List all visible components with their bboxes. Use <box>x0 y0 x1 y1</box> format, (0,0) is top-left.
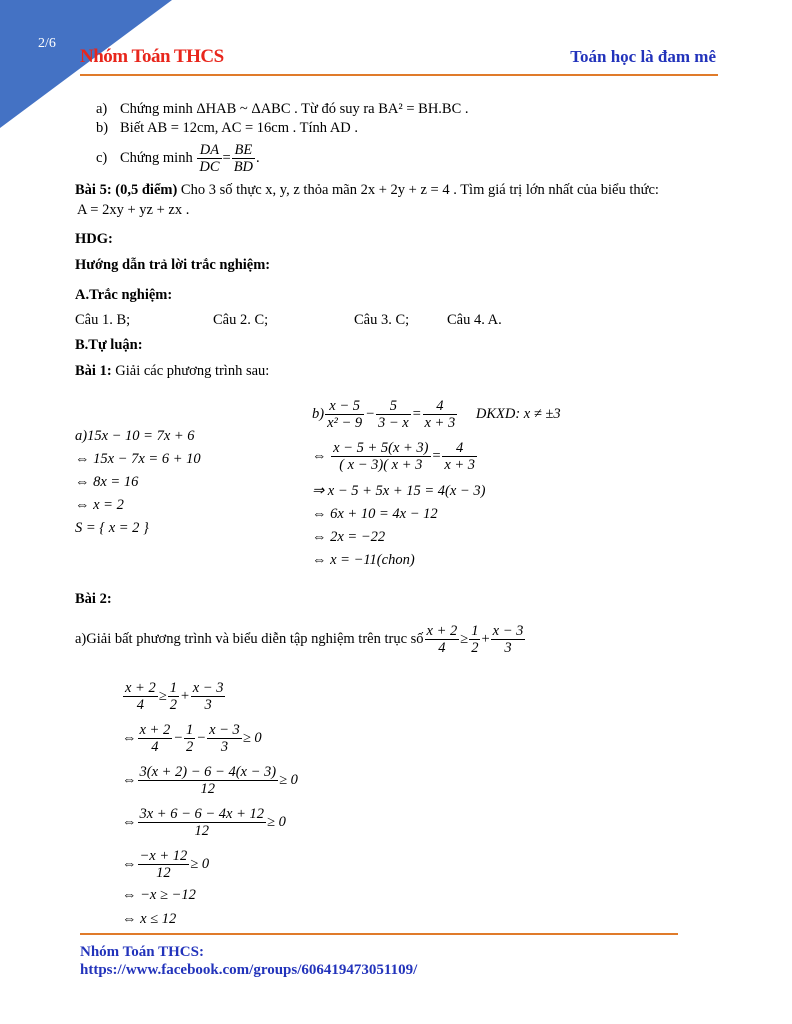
answer-3: Câu 3. C; <box>354 312 410 328</box>
header-rule <box>80 74 718 76</box>
bai2a-line: a)Giải bất phương trình và biểu diễn tập nghiệm trên trục số $\frac{x + 2}{4}$ ≥ $\frac{1}{2}$ + $\frac{x - 3}{3}$ <box>75 623 524 657</box>
bai1-text: Giải các phương trình sau: <box>115 363 270 379</box>
domain-condition: DKXD: x ≠ ±3 <box>475 406 561 422</box>
answer-2: Câu 2. C; <box>213 312 269 328</box>
p4a-text: Chứng minh ΔHAB ~ ΔABC . Từ đó suy ra BA² = BH.BC . <box>120 101 469 117</box>
page-number: 2/6 <box>38 36 56 51</box>
bai2-step6: ⇔ x ≤ 12 <box>122 911 177 927</box>
fraction: $\frac{4}{x + 3}$ <box>444 440 476 474</box>
hdg-heading: HDG: <box>75 231 113 247</box>
bai2-step3: ⇔ $\frac{3x + 6 - 6 - 4x + 12}{12}$ ≥ 0 <box>122 806 286 840</box>
bai2a-text: a)Giải bất phương trình và biểu diễn tập nghiệm trên trục số <box>75 631 424 647</box>
p4c-line: Chứng minh $\frac{DA}{DC}$ = $\frac{BE}{BD}$ . <box>120 142 260 176</box>
header-motto: Toán học là đam mê <box>570 47 716 66</box>
bai2-label: Bài 2: <box>75 591 112 607</box>
bai2-step5: ⇔ −x ≥ −12 <box>122 887 196 903</box>
fraction: $\frac{5}{3 - x}$ <box>377 398 409 432</box>
bai1b-step: ⇔ x = −11(chon) <box>312 552 415 568</box>
guide-heading: Hướng dẫn trả lời trắc nghiệm: <box>75 257 271 273</box>
bai1a-step: ⇔ x = 2 <box>75 497 124 513</box>
bai1-label: Bài 1: <box>75 363 112 379</box>
bai1a-solution-set: S = { x = 2 } <box>75 520 149 536</box>
fraction: $\frac{x - 3}{3}$ <box>492 623 524 657</box>
bai1b-step2: ⇔ $\frac{x - 5 + 5(x + 3)}{( x - 3)( x + 3}$ = $\frac{4}{x + 3}$ <box>312 440 476 474</box>
fraction-be-bd: $\frac{BE}{BD}$ <box>233 142 254 176</box>
fraction: $\frac{x - 5 + 5(x + 3)}{( x - 3)( x + 3}$ <box>333 440 429 474</box>
bai1b-step: ⇔ 2x = −22 <box>312 529 386 545</box>
bai1-line <box>75 362 269 380</box>
fraction: $\frac{x + 2}{4}$ <box>426 623 458 657</box>
p4c-text: Chứng minh <box>120 150 193 166</box>
footer-rule <box>80 933 678 935</box>
p5-label: Bài 5: <box>75 182 112 198</box>
footer-group-name: Nhóm Toán THCS: <box>80 944 204 960</box>
header-group-name: Nhóm Toán THCS <box>80 46 224 67</box>
bai1b-step: ⇒ x − 5 + 5x + 15 = 4(x − 3) <box>312 483 486 499</box>
footer-link[interactable]: https://www.facebook.com/groups/606419473051109/ <box>80 962 418 978</box>
p4a-label: a) <box>96 101 108 117</box>
p5-text: Cho 3 số thực x, y, z thỏa mãn 2x + 2y + z = 4 . Tìm giá trị lớn nhất của biểu thức: <box>180 182 659 198</box>
bai2-step1: ⇔ $\frac{x + 2}{4}$ − $\frac{1}{2}$ − $\frac{x - 3}{3}$ ≥ 0 <box>122 722 262 756</box>
fraction: $\frac{x - 5}{\text{x² − 9}}$ <box>327 398 363 432</box>
fraction: $\frac{1}{2}$ <box>471 623 479 657</box>
p5-points: (0,5 điểm) <box>115 182 178 198</box>
bai2-step0: $\frac{x + 2}{4}$ ≥ $\frac{1}{2}$ + $\frac{x - 3}{3}$ <box>125 680 224 714</box>
mc-heading: A.Trắc nghiệm: <box>75 287 173 303</box>
p4c-label: c) <box>96 150 108 166</box>
p5-line <box>75 181 659 199</box>
p4b-text: Biết AB = 12cm, AC = 16cm . Tính AD . <box>120 120 359 136</box>
bai1b-step: ⇔ 6x + 10 = 4x − 12 <box>312 506 438 522</box>
bai2-step2: ⇔ $\frac{3(x + 2) - 6 - 4(x - 3)}{12}$ ≥ 0 <box>122 764 298 798</box>
answer-1: Câu 1. B; <box>75 312 131 328</box>
answer-4: Câu 4. A. <box>447 312 502 328</box>
bai1b-equation: b) $\frac{x - 5}{\text{x² − 9}}$ − $\frac{5}{3 - x}$ = $\frac{4}{x + 3}$ DKXD: x ≠ ±3 <box>312 398 561 432</box>
p5-expression: A = 2xy + yz + zx . <box>77 202 190 218</box>
bai1a-step: ⇔ 15x − 7x = 6 + 10 <box>75 451 201 467</box>
bai1a-step: ⇔ 8x = 16 <box>75 474 139 490</box>
bai2-step4: ⇔ $\frac{-x + 12}{12}$ ≥ 0 <box>122 848 210 882</box>
fraction: $\frac{4}{x + 3}$ <box>424 398 456 432</box>
p4b-label: b) <box>96 120 109 136</box>
essay-heading: B.Tự luận: <box>75 337 143 353</box>
fraction-da-dc: $\frac{DA}{DC}$ <box>199 142 220 176</box>
bai1a-step: a)15x − 10 = 7x + 6 <box>75 428 195 444</box>
